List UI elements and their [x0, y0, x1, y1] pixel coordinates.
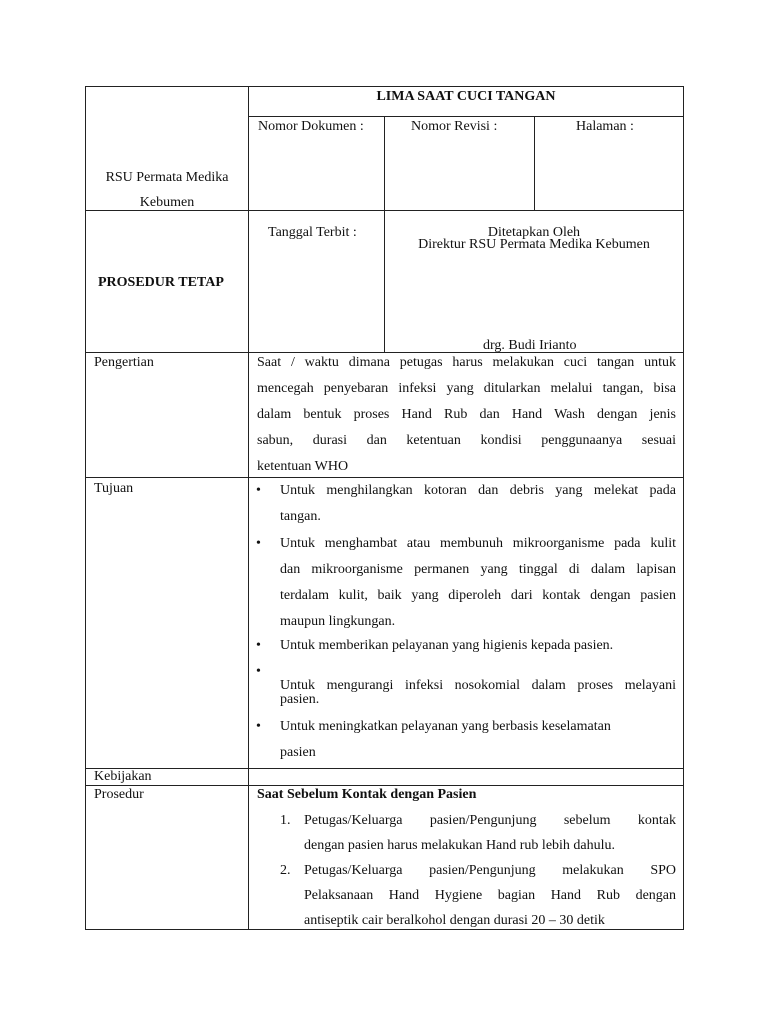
- pengertian-line: sabun, durasi dan ketentuan kondisi penggunaanya sesuai: [257, 433, 676, 448]
- prosedur-subheading: Saat Sebelum Kontak dengan Pasien: [257, 787, 477, 802]
- bullet-icon: •: [256, 719, 261, 734]
- tujuan-label: Tujuan: [94, 481, 134, 496]
- tanggal-terbit-label: Tanggal Terbit :: [268, 225, 357, 240]
- pengertian-line: mencegah penyebaran infeksi yang ditularkan melalui tangan, bisa: [257, 381, 676, 396]
- prosedur-tetap-row-divider: [85, 352, 684, 353]
- step-line: Pelaksanaan Hand Hygiene bagian Hand Rub dengan: [304, 888, 676, 903]
- pengertian-line: ketentuan WHO: [257, 459, 349, 474]
- tujuan-item-line: Untuk mengurangi infeksi nosokomial dalam proses melayani: [280, 678, 676, 693]
- pengertian-label: Pengertian: [94, 355, 154, 370]
- bullet-icon: •: [256, 638, 261, 653]
- kebijakan-label: Kebijakan: [94, 769, 152, 784]
- tujuan-item-line: terdalam kulit, baik yang diperoleh dari kontak dengan pasien: [280, 588, 676, 603]
- bullet-icon: •: [256, 536, 261, 551]
- kebijakan-row-divider: [85, 785, 684, 786]
- step-number: 1.: [280, 813, 291, 828]
- nomor-revisi-label: Nomor Revisi :: [411, 119, 498, 134]
- tujuan-item-line: Untuk menghambat atau membunuh mikroorganisme pada kulit: [280, 536, 676, 551]
- signatory-name: drg. Budi Irianto: [483, 338, 577, 353]
- table-border-top: [85, 86, 684, 87]
- tujuan-item-line: Untuk memberikan pelayanan yang higienis kepada pasien.: [280, 638, 614, 653]
- tujuan-item-line: Untuk menghilangkan kotoran dan debris yang melekat pada: [280, 483, 676, 498]
- tujuan-item-line: pasien.: [280, 692, 320, 707]
- prosedur-tetap-heading: PROSEDUR TETAP: [98, 275, 224, 290]
- table-border-left: [85, 86, 86, 930]
- step-line: Petugas/Keluarga pasien/Pengunjung melakukan SPO: [304, 863, 676, 878]
- tujuan-item-line: pasien: [280, 745, 316, 760]
- hospital-name-line2: Kebumen: [139, 195, 195, 210]
- pengertian-line: Saat / waktu dimana petugas harus melakukan cuci tangan untuk: [257, 355, 676, 370]
- tujuan-item-line: maupun lingkungan.: [280, 614, 396, 629]
- tujuan-item-line: tangan.: [280, 509, 321, 524]
- dokumen-revisi-divider: [384, 116, 385, 210]
- label-column-divider: [248, 86, 249, 930]
- hospital-name-line1: RSU Permata Medika: [105, 170, 229, 185]
- document-title: LIMA SAAT CUCI TANGAN: [376, 89, 556, 104]
- ditetapkan-oleh-label: Ditetapkan Oleh: [487, 225, 581, 240]
- step-line: Petugas/Keluarga pasien/Pengunjung sebelum kontak: [304, 813, 676, 828]
- pengertian-text: [257, 354, 676, 484]
- bullet-icon: •: [256, 664, 261, 679]
- table-border-right: [683, 86, 684, 930]
- bullet-icon: •: [256, 483, 261, 498]
- direktur-label: Direktur RSU Permata Medika Kebumen: [418, 237, 650, 252]
- tujuan-item-line: dan mikroorganisme permanen yang tinggal di dalam lapisan: [280, 562, 676, 577]
- pengertian-line: dalam bentuk proses Hand Rub dan Hand Wash dengan jenis: [257, 407, 676, 422]
- step-line: dengan pasien harus melakukan Hand rub lebih dahulu.: [304, 838, 616, 853]
- step-number: 2.: [280, 863, 291, 878]
- tujuan-item-line: Untuk meningkatkan pelayanan yang berbasis keselamatan: [280, 719, 611, 734]
- step-line: antiseptik cair beralkohol dengan durasi 20 – 30 detik: [304, 913, 605, 928]
- prosedur-label: Prosedur: [94, 787, 144, 802]
- nomor-dokumen-label: Nomor Dokumen :: [258, 119, 364, 134]
- title-row-divider: [248, 116, 684, 117]
- halaman-label: Halaman :: [576, 119, 634, 134]
- revisi-halaman-divider: [534, 116, 535, 210]
